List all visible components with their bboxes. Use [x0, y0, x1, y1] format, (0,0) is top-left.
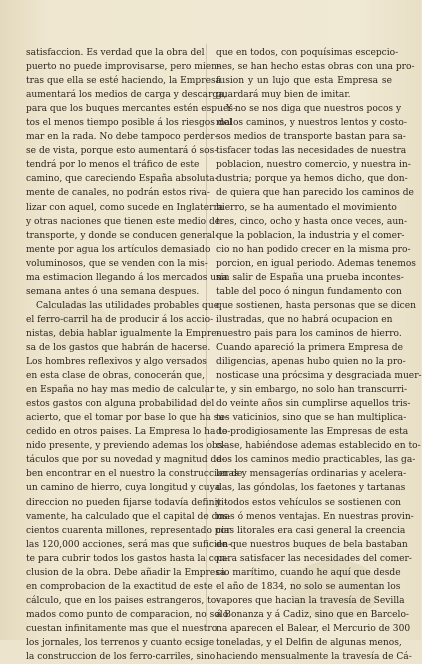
- text-line: do prodigiosamente las Empresas de esta: [216, 427, 409, 438]
- text-line: voluminosos, que se venden con la mis-: [26, 258, 208, 269]
- text-line: Cuando apareció la primera Empresa de: [216, 342, 403, 353]
- text-line: poblacion, nuestro comercio, y nuestra in-: [216, 160, 411, 171]
- text-line: los jornales, los terrenos y cuanto ecsige: [26, 637, 215, 648]
- text-line: do veinte años sin cumplirse aquellos tris-: [216, 399, 411, 410]
- text-line: sa de los gastos que habrán de hacerse.: [26, 342, 211, 353]
- text-line: transporte, y donde se conducen general-: [26, 230, 219, 241]
- text-line: Los hombres reflexivos y algo versados: [26, 357, 207, 368]
- text-line: aumentará los medios de carga y descarga,: [26, 90, 227, 101]
- text-line: cio marítimo, cuando he aquí que desde: [216, 567, 401, 578]
- text-line: camino, que careciendo España absoluta-: [26, 174, 218, 185]
- text-line: estos gastos con alguna probabilidad del: [26, 399, 215, 410]
- text-line: sos medios de transporte bastan para sa-: [216, 132, 406, 143]
- text-line: vamente, ha calculado que el capital de dos-: [26, 511, 231, 522]
- text-line: sin salir de España una prueba incontes-: [216, 272, 404, 283]
- text-line: cálculo, que en los paises estrangeros, to-: [26, 595, 220, 606]
- text-line: mente por agua los artículos demasiado: [26, 244, 211, 255]
- text-line: y otras naciones que tienen este medio de: [26, 216, 221, 227]
- text-line: dos los caminos medio practicables, las ga-: [216, 455, 416, 466]
- text-line: clase, habiéndose ademas establecido en to-: [216, 441, 421, 452]
- text-line: malos caminos, y nuestros lentos y costo-: [216, 118, 407, 129]
- text-line: cias litorales era casi general la creencia: [216, 525, 406, 536]
- text-line: te para cubrir todos los gastos hasta la con-: [26, 553, 229, 564]
- text-line: nosticase una prócsima y desgraciada muer-: [216, 371, 422, 382]
- text-line: hierro, se ha aumentado el movimiento: [216, 202, 397, 213]
- text-line: nes, se han hecho estas obras con una pro-: [216, 62, 415, 73]
- text-line: Y no se nos diga que nuestros pocos y: [226, 104, 402, 115]
- text-line: táculos que por su novedad y magnitud de-: [26, 455, 225, 466]
- text-line: tisfacer todas las necesidades de nuestra: [216, 146, 407, 157]
- text-line: mar en la rada. No debe tampoco perder-: [26, 132, 218, 143]
- text-line: porcion, en igual periodo. Ademas tenemos: [216, 258, 416, 269]
- text-line: nistas, debia hablar igualmente la Empre-: [26, 328, 220, 339]
- text-line: table del poco ó ningun fundamento con: [216, 286, 402, 297]
- text-line: direccion no pueden fijarse todavía definiti-: [26, 497, 227, 508]
- text-line: vapores que hacian la travesía de Sevilla: [216, 595, 405, 606]
- text-line: en comprobacion de la exactitud de este: [26, 581, 213, 592]
- text-line: para satisfacer las necesidades del comer-: [216, 553, 412, 564]
- text-line: y todos estos vehículos se sostienen con: [216, 497, 402, 508]
- text-line: cedido en otros paises. La Empresa lo ha te-: [26, 427, 231, 438]
- text-line: ilustradas, que no habrá ocupacion en: [216, 314, 393, 325]
- text-line: puerto no puede improvisarse, pero mien-: [26, 62, 221, 73]
- text-line: ma estimacion llegando á los mercados una: [26, 272, 228, 283]
- text-line: nuestro pais para los caminos de hierro.: [216, 328, 402, 339]
- text-line: semana antes ó una semana despues.: [26, 286, 200, 297]
- text-line: clusion de la obra. Debe añadir la Empresa: [26, 567, 226, 578]
- text-line: nido presente, y previendo ademas los obs-: [26, 441, 226, 452]
- text-line: las 120,000 acciones, será mas que suficien-: [26, 539, 232, 550]
- text-line: la construccion de los ferro-carriles, sino: [26, 652, 216, 663]
- text-line: que la poblacion, la industria y el comer-: [216, 230, 405, 241]
- text-line: te, y sin embargo, no solo han transcurri-: [216, 385, 408, 396]
- text-line: en España no hay mas medio de calcular: [26, 385, 215, 396]
- text-line: cuestan infinitamente mas que el nuestro: [26, 623, 218, 634]
- text-line: en esta clase de obras, conocerán que,: [26, 371, 205, 382]
- text-line: un camino de hierro, cuya longitud y cuya: [26, 483, 221, 494]
- text-line: leras y mensagerías ordinarias y acelera-: [216, 469, 407, 480]
- text-line: el ferro-carril ha de producir á los accio-: [26, 314, 214, 325]
- text-line: el año de 1834, no solo se aumentan los: [216, 581, 401, 592]
- text-line: para que los buques mercantes estén espues-: [26, 104, 237, 115]
- text-line: tos el menos tiempo posible á los riesgos del: [26, 118, 232, 129]
- text-line: tres, cinco, ocho y hasta once veces, aun-: [216, 216, 408, 227]
- text-line: na aparecen el Balear, el Mercurio de 300: [216, 623, 411, 634]
- text-line: acierto, que el tomar por base lo que ha su-: [26, 413, 228, 424]
- text-line: tes vaticinios, sino que se han multiplica-: [216, 413, 407, 424]
- text-line: das, las góndolas, los faetones y tartanas: [216, 483, 406, 494]
- text-line: ben encontrar en el nuestro la construccion de: [26, 469, 243, 480]
- text-line: tras que ella se esté haciendo, la Empresa: [26, 76, 222, 87]
- text-line: se de vista, porque esto aumentará ó sos-: [26, 146, 218, 157]
- text-line: Calculadas las utilidades probables que: [36, 300, 220, 311]
- right-text-column: [216, 46, 422, 664]
- text-line: que en todos, con poquísimas escepcio-: [216, 48, 399, 58]
- text-line: mados como punto de comparacion, no solo: [26, 609, 229, 620]
- text-line: mas ó menos ventajas. En nuestras provin-: [216, 511, 414, 522]
- text-line: á Bonanza y á Cadiz, sino que en Barcelo-: [216, 609, 409, 620]
- text-line: satisfaccion. Es verdad que la obra del: [26, 48, 205, 58]
- text-line: que sostienen, hasta personas que se dicen: [216, 300, 416, 311]
- text-line: cio no han podido crecer en la misma pro-: [216, 244, 411, 255]
- text-line: cientos cuarenta millones, representado por: [26, 525, 231, 536]
- text-line: mente de canales, no podrán estos riva-: [26, 188, 210, 199]
- text-line: de que nuestros buques de bela bastaban: [216, 539, 408, 550]
- text-line: guardará muy bien de imitar.: [216, 90, 351, 101]
- text-line: toneladas, y el Delfin de algunas menos,: [216, 637, 402, 648]
- text-line: tendrá por lo menos el tráfico de este: [26, 160, 200, 171]
- text-line: dustria; porque ya hemos dicho, que don-: [216, 174, 408, 185]
- text-line: fusion y un lujo que esta Empresa se: [216, 76, 392, 87]
- left-text-column: [26, 46, 243, 664]
- text-line: haciendo mensualmente la travesía de Cá-: [216, 652, 412, 663]
- text-line: de quiera que han parecido los caminos de: [216, 188, 414, 199]
- text-line: diligencias, apenas hubo quien no la pro-: [216, 357, 406, 368]
- text-line: lizar con aquel, como sucede en Inglaterra: [26, 202, 224, 213]
